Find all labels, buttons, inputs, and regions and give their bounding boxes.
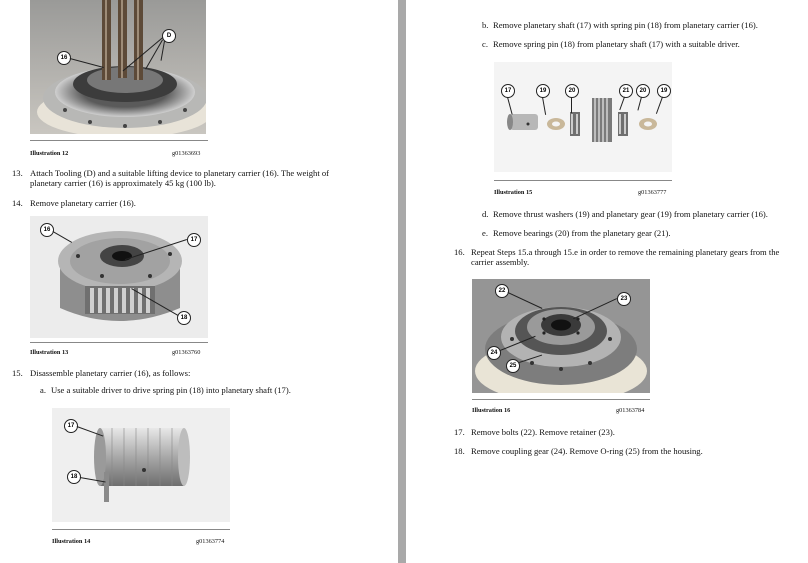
illustration-12-photo <box>30 0 206 134</box>
step-15d-letter: d. <box>482 209 489 219</box>
illustration-13-callout-16: 16 <box>40 223 54 237</box>
illustration-14-caption: Illustration 14 <box>52 538 91 545</box>
illustration-15-rule <box>494 180 672 181</box>
illustration-12-callout-16: 16 <box>57 51 71 65</box>
illustration-15-code: g01363777 <box>638 189 667 196</box>
step-17-text: Remove bolts (22). Remove retainer (23). <box>471 427 615 437</box>
step-15b-letter: b. <box>482 20 489 30</box>
illustration-12-callout-d: D <box>162 29 176 43</box>
step-15c-text: Remove spring pin (18) from planetary shaft (17) with a suitable driver. <box>493 39 740 49</box>
illustration-16-callout-24: 24 <box>487 346 501 360</box>
illustration-14-photo <box>52 408 230 522</box>
right-page <box>406 0 808 563</box>
step-18-text: Remove coupling gear (24). Remove O-ring (25) from the housing. <box>471 446 703 456</box>
illustration-12-caption: Illustration 12 <box>30 150 69 157</box>
illustration-14-code: g01363774 <box>196 538 225 545</box>
illustration-13-callout-18: 18 <box>177 311 191 325</box>
illustration-15-callout-19-a: 19 <box>536 84 550 98</box>
step-16-text: Repeat Steps 15.a through 15.e in order to remove the remaining planetary gears from the carrier assembly. <box>471 247 780 267</box>
illustration-16-callout-23: 23 <box>617 292 631 306</box>
step-17-number: 17. <box>454 427 465 437</box>
illustration-15-photo <box>494 62 672 172</box>
illustration-14-callout-17: 17 <box>64 419 78 433</box>
step-15-number: 15. <box>12 368 23 378</box>
illustration-16-callout-22: 22 <box>495 284 509 298</box>
step-15e-letter: e. <box>482 228 488 238</box>
step-15-text: Disassemble planetary carrier (16), as follows: <box>30 368 191 378</box>
illustration-13-rule <box>30 342 208 343</box>
illustration-13-caption: Illustration 13 <box>30 349 69 356</box>
step-15a-letter: a. <box>40 385 46 395</box>
illustration-13-callout-17: 17 <box>187 233 201 247</box>
illustration-14-callout-18: 18 <box>67 470 81 484</box>
step-14-text: Remove planetary carrier (16). <box>30 198 136 208</box>
step-15d-text: Remove thrust washers (19) and planetary gear (19) from planetary carrier (16). <box>493 209 768 219</box>
illustration-15-callout-17: 17 <box>501 84 515 98</box>
step-13-text: Attach Tooling (D) and a suitable lifting device to planetary carrier (16). The weight of planetary carrier (16) is approximately 45 kg (100 lb). <box>30 168 330 188</box>
illustration-13-code: g01363760 <box>172 349 201 356</box>
step-15e-text: Remove bearings (20) from the planetary gear (21). <box>493 228 671 238</box>
step-16-number: 16. <box>454 247 465 257</box>
step-15b-text: Remove planetary shaft (17) with spring pin (18) from planetary carrier (16). <box>493 20 758 30</box>
step-13-number: 13. <box>12 168 23 178</box>
illustration-16-code: g01363784 <box>616 407 645 414</box>
illustration-15-caption: Illustration 15 <box>494 189 533 196</box>
illustration-15-callout-19-b: 19 <box>657 84 671 98</box>
illustration-15-callout-21: 21 <box>619 84 633 98</box>
illustration-12-rule <box>30 140 208 141</box>
illustration-12-code: g01363693 <box>172 150 201 157</box>
illustration-16-caption: Illustration 16 <box>472 407 511 414</box>
step-18-number: 18. <box>454 446 465 456</box>
illustration-15-callout-20-a: 20 <box>565 84 579 98</box>
illustration-15-callout-20-b: 20 <box>636 84 650 98</box>
illustration-16-rule <box>472 399 650 400</box>
illustration-16-callout-25: 25 <box>506 359 520 373</box>
step-15a-text: Use a suitable driver to drive spring pin (18) into planetary shaft (17). <box>51 385 291 395</box>
step-14-number: 14. <box>12 198 23 208</box>
illustration-14-rule <box>52 529 230 530</box>
left-page <box>0 0 398 563</box>
step-15c-letter: c. <box>482 39 488 49</box>
